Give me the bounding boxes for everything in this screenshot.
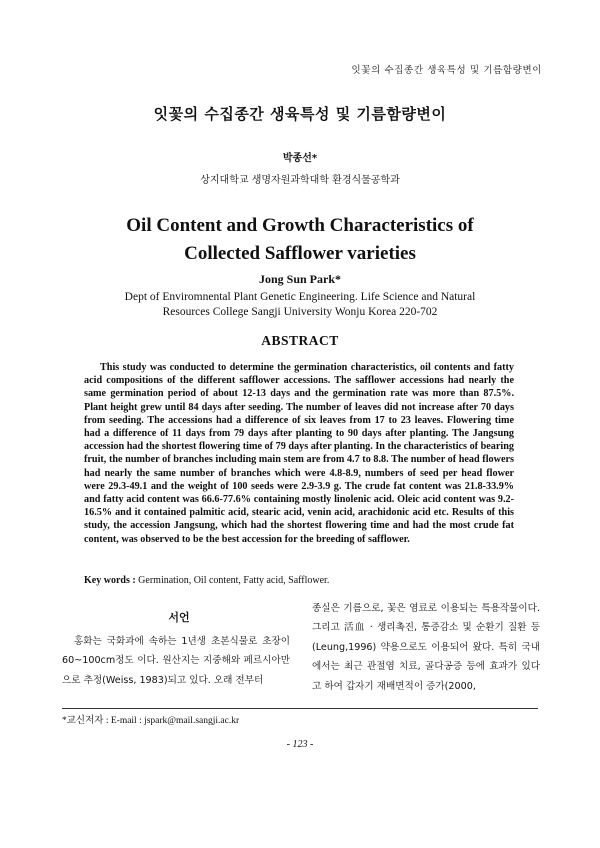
keywords <box>84 575 524 586</box>
affiliation-english-line-2: Resources College Sangji University Wonju Korea 220-702 <box>162 306 438 318</box>
footnote-divider <box>62 708 538 709</box>
section-heading-introduction: 서언 <box>168 611 190 624</box>
title-english-line-1: Oil Content and Growth Characteristics of <box>126 215 474 236</box>
affiliation-english <box>0 290 600 320</box>
page-number: - 123 - <box>286 739 314 750</box>
title-english <box>0 212 600 268</box>
footnote: *교신저자 : E-mail : jspark@mail.sangji.ac.kr <box>62 716 240 726</box>
author-english: Jong Sun Park* <box>258 272 342 286</box>
intro-left-column: 홍화는 국화과에 속하는 1년생 초본식물로 초장이 60~100cm정도 이다. 원산지는 지중해와 페르시아만으로 추정(Weiss, 1983)되고 있다. 오래 전부터 <box>62 636 290 686</box>
running-header: 잇꽃의 수집종간 생육특성 및 기름함량변이 <box>351 65 542 76</box>
abstract-heading: ABSTRACT <box>261 333 339 348</box>
title-english-line-2: Collected Safflower varieties <box>184 243 416 264</box>
keywords-text: Germination, Oil content, Fatty acid, Safflower. <box>138 575 330 586</box>
affiliation-korean: 상지대학교 생명자원과학대학 환경식물공학과 <box>200 175 400 186</box>
author-korean: 박종선* <box>282 153 318 164</box>
intro-right-column: 종실은 기름으로, 꽃은 염료로 이용되는 특용작물이다. 그리고 活血 · 생리촉진, 통증감소 및 순환기 질환 등(Leung,1996) 약용으로도 이용되어 왔다. 특히 국내에서는 최근 관절염 치료, 골다공증 등에 효과가 있다고 하여 갑자기 재배면적이 증가(2000, <box>312 603 540 692</box>
abstract-text: This study was conducted to determine the germination characteristics, oil contents and fatty acid compositions of the different safflower accessions. The safflower accessions had nearly the same germination period of about 12-13 days and the germination rate was more than 87.5%. Plant height grew until 84 days after seeding. The number of leaves did not increase after 70 days from seeding. The accessions had a difference of six leaves from 17 to 23 leaves. Flowering time had a difference of 11 days from 79 days after planting to 90 days after planting. The Jangsung accession had the shortest flowering time of 79 days after planting. In the characteristics of bearing fruit, the number of branches including main stem are from 4.7 to 8.8. The number of head flowers had nearly the same number of branches which were 4.8-8.9, numbers of seed per head flower were 29.3-49.1 and the weight of 100 seeds were 2.9-3.9 g. The crude fat content was 21.8-33.9% and fatty acid content was 66.6-77.6% containing mostly linolenic acid. Oleic acid content was 9.2-16.5% and it contained palmitic acid, stearic acid, venin acid, arachidonic acid etc. Results of this study, the accession Jangsung, which had the shortest flowering time and had the most crude fat content, was observed to be the best accession for the breeding of safflower. <box>84 362 514 545</box>
keywords-label: Key words : <box>84 575 136 586</box>
title-korean: 잇꽃의 수집종간 생육특성 및 기름함량변이 <box>153 105 447 123</box>
affiliation-english-line-1: Dept of Enviromnental Plant Genetic Engineering. Life Science and Natural <box>124 291 476 303</box>
